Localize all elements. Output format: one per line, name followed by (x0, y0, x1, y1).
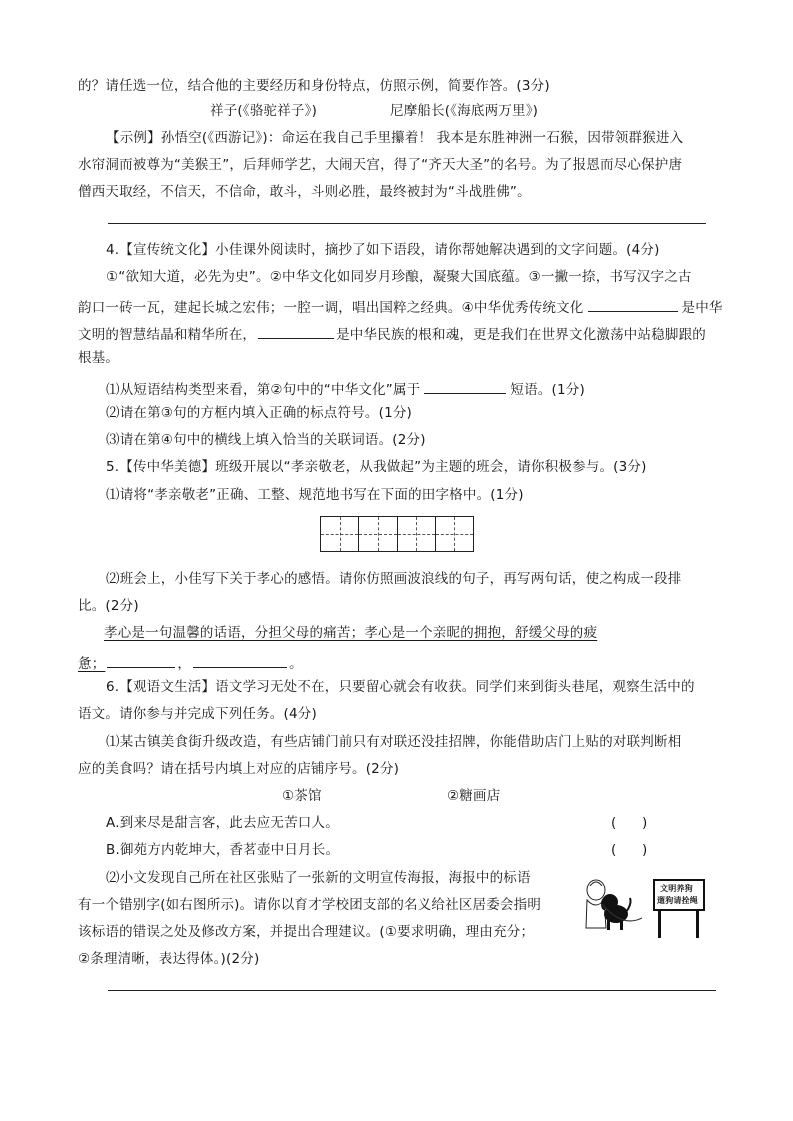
tianzige-cell[interactable] (398, 517, 436, 551)
q4-para-line2 (78, 298, 723, 316)
poster-slogan-line2: 遛狗请拴绳 (657, 896, 698, 905)
civilization-poster-image (582, 870, 714, 942)
q3-answer-line[interactable] (108, 223, 706, 224)
tianzige-cell[interactable] (436, 517, 473, 551)
wavy-example-sentence: 孝心是一句温馨的话语，分担父母的痛苦；孝心是一个亲昵的拥抱，舒缓父母的疲 (104, 625, 598, 641)
q5-title: 5.【传中华美德】班级开展以“孝亲敬老，从我做起”为主题的班会，请你积极参与。(3分) (106, 459, 647, 475)
q5-answer-blank-2[interactable] (193, 654, 287, 668)
q4-para-line3 (78, 325, 706, 343)
q6-title-line2: 语文。请你参与并完成下列任务。(4分) (78, 706, 317, 722)
shop-option-teahouse: ①茶馆 (282, 788, 322, 804)
q4-phrase-type-blank[interactable] (424, 380, 506, 394)
q6-sub2-line3: 该标语的错误之处及修改方案，并提出合理建议。(①要求明确，理由充分； (78, 924, 535, 940)
q4-para-line2-end: 是中华 (681, 300, 723, 316)
q4-para-line3-end: 是中华民族的根和魂，更是我们在世界文化激荡中站稳脚跟的 (336, 327, 707, 343)
q4-sub1 (106, 380, 585, 398)
couplet-b: B.御苑方内乾坤大，香茗壶中日月长。 (106, 842, 340, 858)
q4-sub1-end: 短语。(1分) (510, 382, 585, 398)
example-label: 【示例】 (106, 130, 161, 146)
q4-para-line2-text: 韵口一砖一瓦，建起长城之宏伟；一腔一调，唱出国粹之经典。④中华优秀传统文化 (78, 300, 584, 316)
q4-para-line1: ①“欲知大道，必先为史”。②中华文化如同岁月珍酿，凝聚大国底蕴。③一撇一捺，书写汉字之古 (106, 269, 692, 285)
q6-sub2-line1: ⑵小文发现自己所在社区张贴了一张新的文明宣传海报，海报中的标语 (106, 870, 531, 886)
q4-para-line3-start: 文明的智慧结晶和精华所在， (78, 327, 257, 343)
poster-slogan-line1: 文明养狗 (660, 884, 693, 893)
q6-title-line1: 6.【观语文生活】语文学习无处不在，只要留心就会有收获。同学们来到街头巷尾，观察生活中的 (106, 679, 695, 695)
q5-comma: ， (177, 656, 192, 672)
couplet-b-answer-paren[interactable]: ( ) (611, 842, 648, 858)
couplet-a-answer-paren[interactable]: ( ) (611, 815, 648, 831)
dog-poster-icon (582, 870, 714, 942)
q4-sub3: ⑶请在第④句中的横线上填入恰当的关联词语。(2分) (106, 432, 426, 448)
q4-title: 4.【宣传统文化】小佳课外阅读时，摘抄了如下语段，请你帮她解决遇到的文字问题。(4分) (106, 242, 660, 258)
tianzige-grid[interactable] (320, 516, 474, 552)
q4-sub1-text: ⑴从短语结构类型来看，第②句中的“中华文化”属于 (106, 382, 421, 398)
q4-sub2: ⑵请在第③句的方框内填入正确的标点符号。(1分) (106, 405, 413, 421)
q5-period: 。 (289, 656, 303, 672)
shop-option-sugar-painting: ②糖画店 (447, 788, 501, 804)
q6-sub1-line2: 应的美食吗？请在括号内填上对应的店铺序号。(2分) (78, 761, 400, 777)
example-text: 孙悟空(《西游记》)：命运在我自己手里攥着！ 我本是东胜神洲一石猴，因带领群猴进入 (160, 130, 684, 146)
q6-sub2-line2: 有一个错别字(如右图所示)。请你以育才学校团支部的名义给社区居委会指明 (78, 897, 542, 913)
q4-conjunction-blank-2[interactable] (258, 325, 334, 339)
couplet-a: A.到来尽是甜言客，此去应无苦口人。 (106, 815, 339, 831)
q6-answer-line[interactable] (108, 990, 716, 991)
q6-sub2-line4: ②条理清晰，表达得体。)(2分) (78, 951, 260, 967)
q3-example-line1 (106, 132, 683, 146)
tianzige-cell[interactable] (359, 517, 397, 551)
q3-option-nemo: 尼摩船长(《海底两万里》) (390, 103, 539, 119)
q3-option-xiangzi: 祥子(《骆驼祥子》) (210, 103, 318, 119)
q3-example-line2: 水帘洞而被尊为“美猴王”，后拜师学艺，大闹天宫，得了“齐天大圣”的名号。为了报恩而尽心保护唐 (78, 157, 683, 173)
q3-example-line3: 僧西天取经，不信天，不信命，敢斗，斗则必胜，最终被封为“斗战胜佛”。 (78, 184, 531, 200)
q5-answer-blank-1[interactable] (107, 654, 175, 668)
q5-sub2-line1: ⑵班会上，小佳写下关于孝心的感悟。请你仿照画波浪线的句子，再写两句话，使之构成一段排 (106, 571, 682, 587)
q5-sub1: ⑴请将“孝亲敬老”正确、工整、规范地书写在下面的田字格中。(1分) (106, 487, 524, 503)
q3-question-line: 的？请任选一位，结合他的主要经历和身份特点，仿照示例，简要作答。(3分) (78, 78, 550, 94)
q4-conjunction-blank-1[interactable] (588, 298, 678, 312)
q5-sub2-line2: 比。(2分) (78, 598, 139, 614)
q6-sub1-line1: ⑴某古镇美食街升级改造，有些店铺门前只有对联还没挂招牌，你能借助店门上贴的对联判断相 (106, 734, 682, 750)
q4-para-line4: 根基。 (78, 350, 120, 366)
tianzige-cell[interactable] (321, 517, 359, 551)
wavy-sentence-end: 惫； (78, 656, 106, 672)
q5-answer-line (78, 654, 303, 672)
